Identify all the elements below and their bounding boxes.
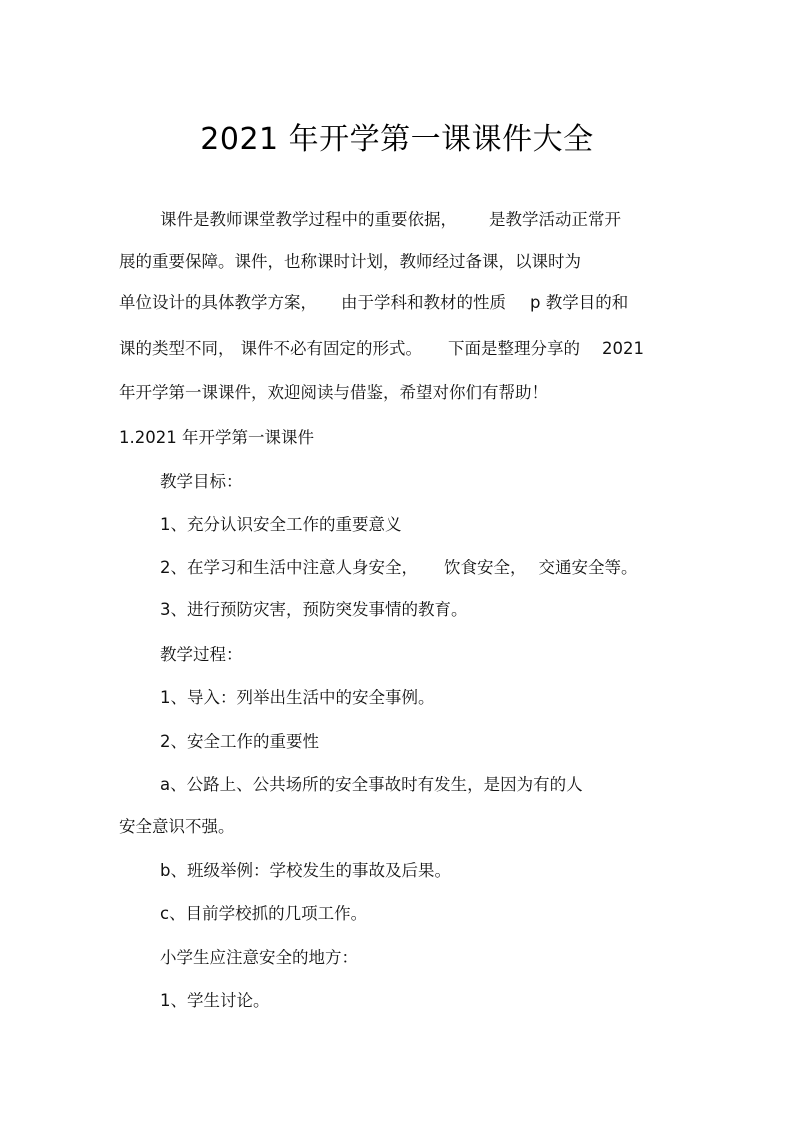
intro-line-5	[119, 381, 548, 405]
intro-line-2-part-1: 展的重要保障。课件，也称课时计划，教师经过备课，以课时为	[119, 252, 581, 271]
intro-line-4	[119, 337, 644, 361]
intro-line-2	[119, 250, 581, 274]
importance-item-a-line-1: a、公路上、公共场所的安全事故时有发生，是因为有的人	[160, 775, 583, 794]
process-heading: 教学过程：	[160, 645, 243, 664]
intro-line-4-part-4: 2021	[602, 339, 644, 358]
intro-line-5-part-1: 年开学第一课课件，欢迎阅读与借鉴，希望对你们有帮助！	[119, 383, 548, 402]
goal-item-3: 3、进行预防灾害，预防突发事情的教育。	[160, 600, 468, 619]
goals-heading: 教学目标：	[160, 472, 243, 491]
importance-item-c: c、目前学校抓的几项工作。	[160, 904, 368, 923]
goal-item-2	[160, 556, 638, 580]
process-item-2: 2、安全工作的重要性	[160, 732, 319, 751]
intro-line-3-part-2: 由于学科和教材的性质	[341, 293, 506, 312]
intro-line-1	[160, 208, 621, 232]
intro-line-3-part-1: 单位设计的具体教学方案，	[119, 293, 317, 312]
intro-line-1-part-2: 是教学活动正常开	[489, 210, 621, 229]
goal-item-1: 1、充分认识安全工作的重要意义	[160, 515, 402, 534]
intro-line-4-part-2: 课件不必有固定的形式。	[240, 339, 422, 358]
intro-line-3	[119, 291, 628, 315]
goal-item-2-part-3: 交通安全等。	[538, 558, 638, 577]
intro-line-3-part-3: p 教学目的和	[530, 293, 629, 312]
importance-item-a-line-2: 安全意识不强。	[119, 817, 235, 836]
process-item-1: 1、导入：列举出生活中的安全事例。	[160, 688, 435, 707]
goal-item-2-part-1: 2、在学习和生活中注意人身安全，	[160, 558, 418, 577]
intro-line-4-part-3: 下面是整理分享的	[448, 339, 580, 358]
intro-line-4-part-1: 课的类型不同，	[119, 339, 235, 358]
document-title: 2021 年开学第一课课件大全	[200, 122, 594, 157]
places-heading: 小学生应注意安全的地方：	[160, 948, 358, 967]
goal-item-2-part-2: 饮食安全，	[444, 558, 527, 577]
section-heading: 1.2021 年开学第一课课件	[119, 428, 314, 447]
places-item-1: 1、学生讨论。	[160, 991, 270, 1010]
importance-item-b: b、班级举例：学校发生的事故及后果。	[160, 861, 451, 880]
intro-line-1-part-1: 课件是教师课堂教学过程中的重要依据，	[160, 210, 457, 229]
